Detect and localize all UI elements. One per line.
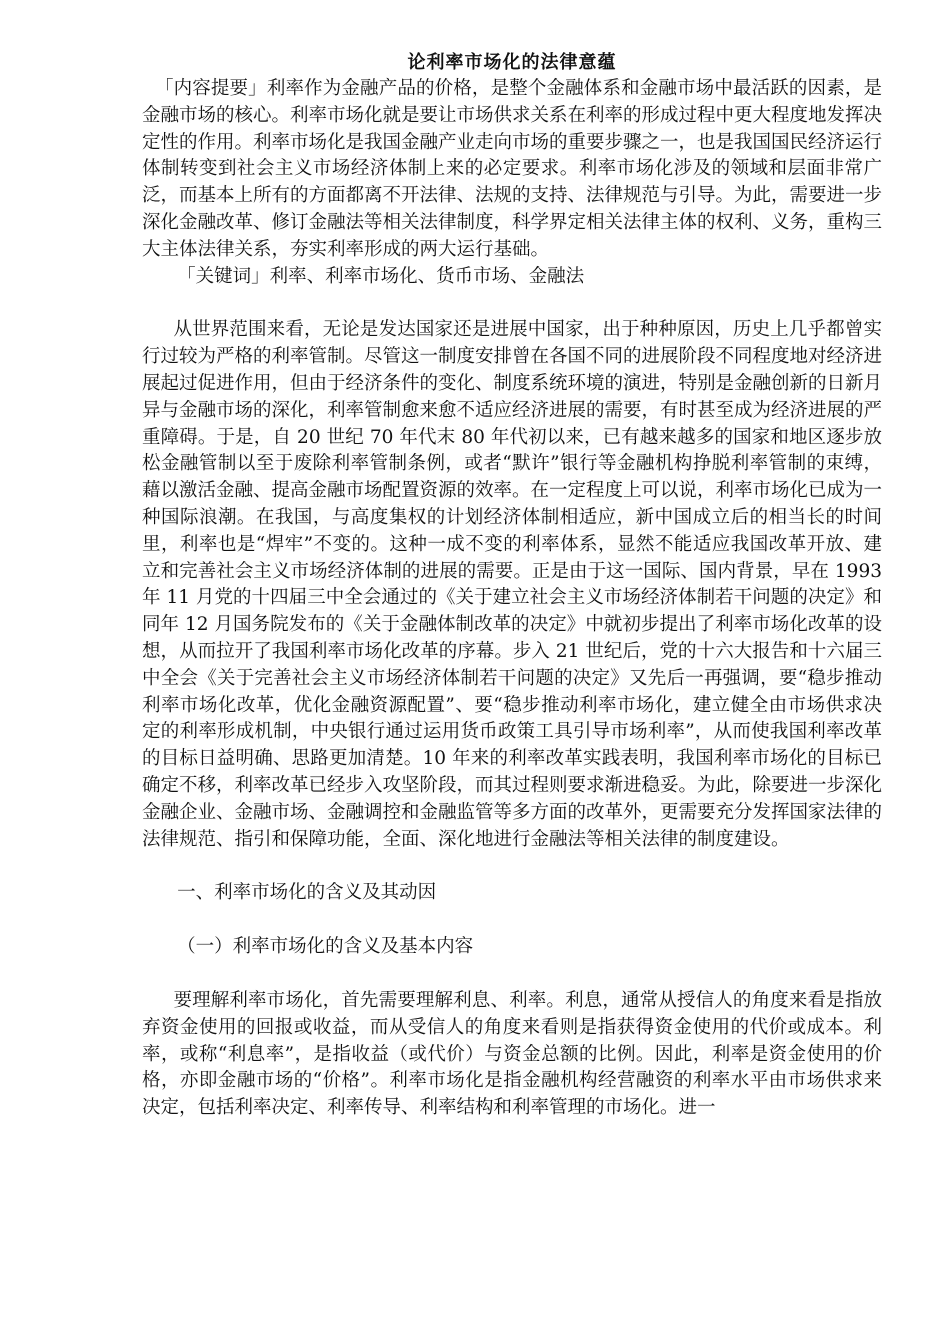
intro-paragraph: 从世界范围来看，无论是发达国家还是进展中国家，出于种种原因，历史上几乎都曾实行过较为严格的利率管制。尽管这一制度安排曾在各国不同的进展阶段不同程度地对经济进展起过促进作用，但由于经济条件的变化、制度系统环境的演进，特别是金融创新的日新月异与金融市场的深化，利率管制愈来愈不适应经济进展的需要，有时甚至成为经济进展的严重障碍。于是，自 20 世纪 70 年代末 80 年代初以来，已有越来越多的国家和地区逐步放松金融管制以至于废除利率管制条例，或者“默许”银行等金融机构挣脱利率管制的束缚，藉以激活金融、提高金融市场配置资源的效率。在一定程度上可以说，利率市场化已成为一种国际浪潮。在我国，与高度集权的计划经济体制相适应，新中国成立后的相当长的时间里，利率也是“焊牢”不变的。这种一成不变的利率体系，显然不能适应我国改革开放、建立和完善社会主义市场经济体制的进展的需要。正是由于这一国际、国内背景，早在 1993 年 11 月党的十四届三中全会通过的《关于建立社会主义市场经济体制若干问题的决定》和同年 12 月国务院发布的《关于金融体制改革的决定》中就初步提出了利率市场化改革的设想，从而拉开了我国利率市场化改革的序幕。步入 21 世纪后，党的十六大报告和十六届三中全会《关于完善社会主义市场经济体制若干问题的决定》又先后一再强调，要“稳步推动利率市场化改革，优化金融资源配置”、要“稳步推动利率市场化，建立健全由市场供求决定的利率形成机制，中央银行通过运用货币政策工具引导市场利率”，从而使我国利率改革的目标日益明确、思路更加清楚。10 年来的利率改革实践表明，我国利率市场化的目标已确定不移，利率改革已经步入攻坚阶段，而其过程则要求渐进稳妥。为此，除要进一步深化金融企业、金融市场、金融调控和金融监管等多方面的改革外，更需要充分发挥国家法律的法律规范、指引和保障功能，全面、深化地进行金融法等相关法律的制度建设。	[142, 319, 883, 850]
spacer	[142, 853, 882, 880]
document-page	[142, 50, 882, 1122]
section-heading: 一、利率市场化的含义及其动因	[177, 882, 437, 904]
abstract-paragraph: 「内容提要」利率作为金融产品的价格，是整个金融体系和金融市场中最活跃的因素，是金融市场的核心。利率市场化就是要让市场供求关系在利率的形成过程中更大程度地发挥决定性的作用。利率市场化是我国金融产业走向市场的重要步骤之一，也是我国国民经济运行体制转变到社会主义市场经济体制上来的必定要求。利率市场化涉及的领域和层面非常广泛，而基本上所有的方面都离不开法律、法规的支持、法律规范与引导。为此，需要进一步深化金融改革、修订金融法等相关法律制度，科学界定相关法律主体的权利、义务，重构三大主体法律关系，夯实利率形成的两大运行基础。	[142, 78, 883, 260]
body-paragraph: 要理解利率市场化，首先需要理解利息、利率。利息，通常从授信人的角度来看是指放弃资金使用的回报或收益，而从受信人的角度来看则是指获得资金使用的代价或成本。利率，或称“利息率”，是指收益（或代价）与资金总额的比例。因此，利率是资金使用的价格，亦即金融市场的“价格”。利率市场化是指金融机构经营融资的利率水平由市场供求来决定，包括利率决定、利率传导、利率结构和利率管理的市场化。进一	[142, 989, 882, 1119]
spacer	[142, 961, 882, 988]
spacer	[142, 907, 882, 934]
subsection-heading: （一）利率市场化的含义及基本内容	[177, 936, 474, 958]
document-title: 论利率市场化的法律意蕴	[407, 52, 617, 73]
keywords-line: 「关键词」利率、利率市场化、货币市场、金融法	[177, 265, 585, 287]
spacer	[142, 290, 882, 317]
